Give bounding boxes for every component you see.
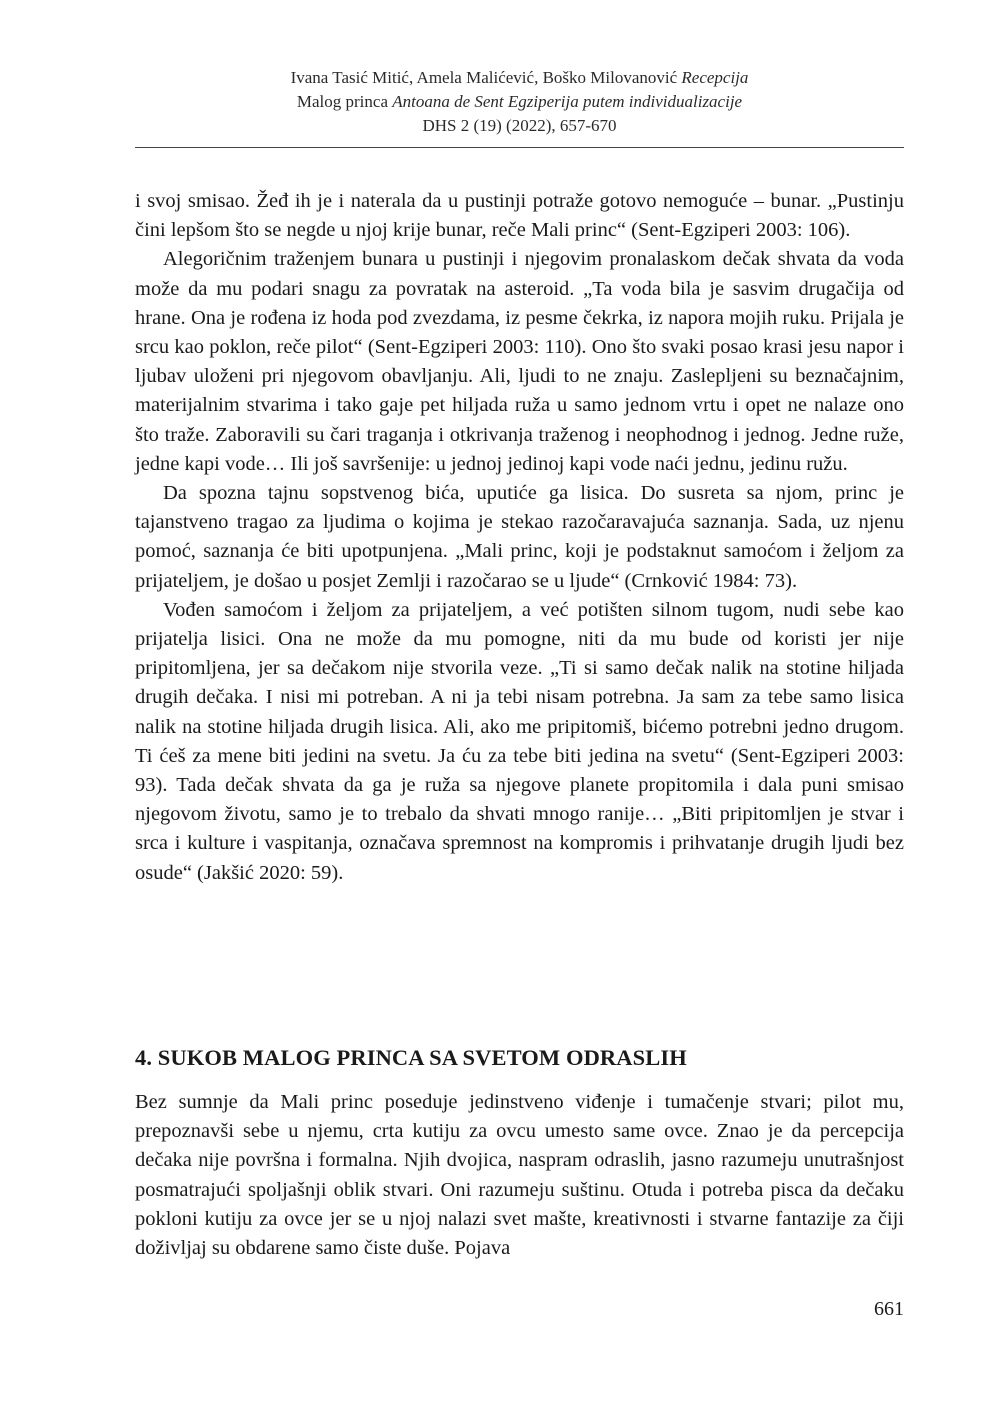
paragraph: Bez sumnje da Mali princ poseduje jedinstveno viđenje i tumačenje stvari; pilot mu, prepoznavši sebe u njemu, crta kutiju za ovcu umesto same ovce. Znao je da percepcija dečaka nije površna i formalna. Njih dvojica, naspram odraslih, jasno razumeju unutrašnjost posmatrajući spoljašnji oblik stvari. Oni razumeju suštinu. Otuda i potreba pisca da dečaku pokloni kutiju za ovce jer se u njoj nalazi svet mašte, kreativnosti i stvarne fantazije za čiji doživljaj su obdarene samo čiste duše. Pojava <box>135 1091 904 1260</box>
page-number: 661 <box>874 1298 904 1320</box>
header-citation: DHS 2 (19) (2022), 657-670 <box>422 116 617 135</box>
paragraph: i svoj smisao. Žeđ ih je i naterala da u pustinji potraže gotovo nemoguće – bunar. „Pustinju čini lepšom što se negde u njoj krije bunar, reče Mali princ“ (Sent-Egziperi 2003: 106). <box>135 190 904 242</box>
header-rule <box>135 147 904 148</box>
paragraph: Vođen samoćom i željom za prijateljem, a već potišten silnom tugom, nudi sebe kao prijatelja lisici. Ona ne može da mu pomogne, niti da mu bude od koristi jer nije pripitomljena, jer sa dečakom nije stvorila veze. „Ti si samo dečak nalik na stotine hiljada drugih dečaka. I nisi mi potreban. A ni ja tebi nisam potrebna. Ja sam za tebe samo lisica nalik na stotine hiljada drugih lisica. Ali, ako me pripitomiš, bićemo potrebni jedno drugom. Ti ćeš za mene biti jedini na svetu. Ja ću za tebe biti jedina na svetu“ (Sent-Egziperi 2003: 93). Tada dečak shvata da ga je ruža sa njegove planete propitomila i dala puni smisao njegovom životu, samo je to trebalo da shvati mnogo ranije… „Biti pripitomljen je stvar i srca i kulture i vaspitanja, označava spremnost na kompromis i prihvatanje drugih ljudi bez osude“ (Jakšić 2020: 59). <box>135 598 904 884</box>
section-heading: 4. SUKOB MALOG PRINCA SA SVETOM ODRASLIH <box>135 1045 687 1070</box>
section-body-text <box>135 1088 904 1263</box>
body-text-block <box>135 187 904 888</box>
header-authors: Ivana Tasić Mitić, Amela Malićević, Boško Milovanović <box>290 68 678 87</box>
header-line-1 <box>135 66 904 90</box>
header-title-italic-2: Antoana de Sent Egziperija putem individualizacije <box>392 92 743 111</box>
header-title-italic-1: Recepcija <box>681 68 749 87</box>
header-title-roman: Malog princa <box>296 92 388 111</box>
header-line-2 <box>135 90 904 114</box>
running-header <box>135 66 904 138</box>
paragraph: Da spozna tajnu sopstvenog bića, uputiće ga lisica. Do susreta sa njom, princ je tajanstveno tragao za ljudima o kojima je stekao razočaravajuća saznanja. Sada, uz njenu pomoć, saznanja će biti upotpunjena. „Mali princ, koji je podstaknut samoćom i željom za prijateljem, je došao u posjet Zemlji i razočarao se u ljude“ (Crnković 1984: 73). <box>135 482 904 592</box>
paragraph: Alegoričnim traženjem bunara u pustinji i njegovim pronalaskom dečak shvata da voda može da mu podari snagu za povratak na asteroid. „Ta voda bila je sasvim drugačija od hrane. Ona je rođena iz hoda pod zvezdama, iz pesme čekrka, iz napora mojih ruku. Prijala je srcu kao poklon, reče pilot“ (Sent-Egziperi 2003: 110). Ono što svaki posao krasi jesu napor i ljubav uloženi pri njegovom obavljanju. Ali, ljudi to ne znaju. Zaslepljeni su beznačajnim, materijalnim stvarima i tako gaje pet hiljada ruža u samo jednom vrtu i opet ne nalaze ono što traže. Zaboravili su čari traganja i otkrivanja traženog i neophodnog i jednog. Jedne ruže, jedne kapi vode… Ili još savršenije: u jednoj jedinoj kapi vode naći jednu, jedinu ružu. <box>135 248 904 475</box>
